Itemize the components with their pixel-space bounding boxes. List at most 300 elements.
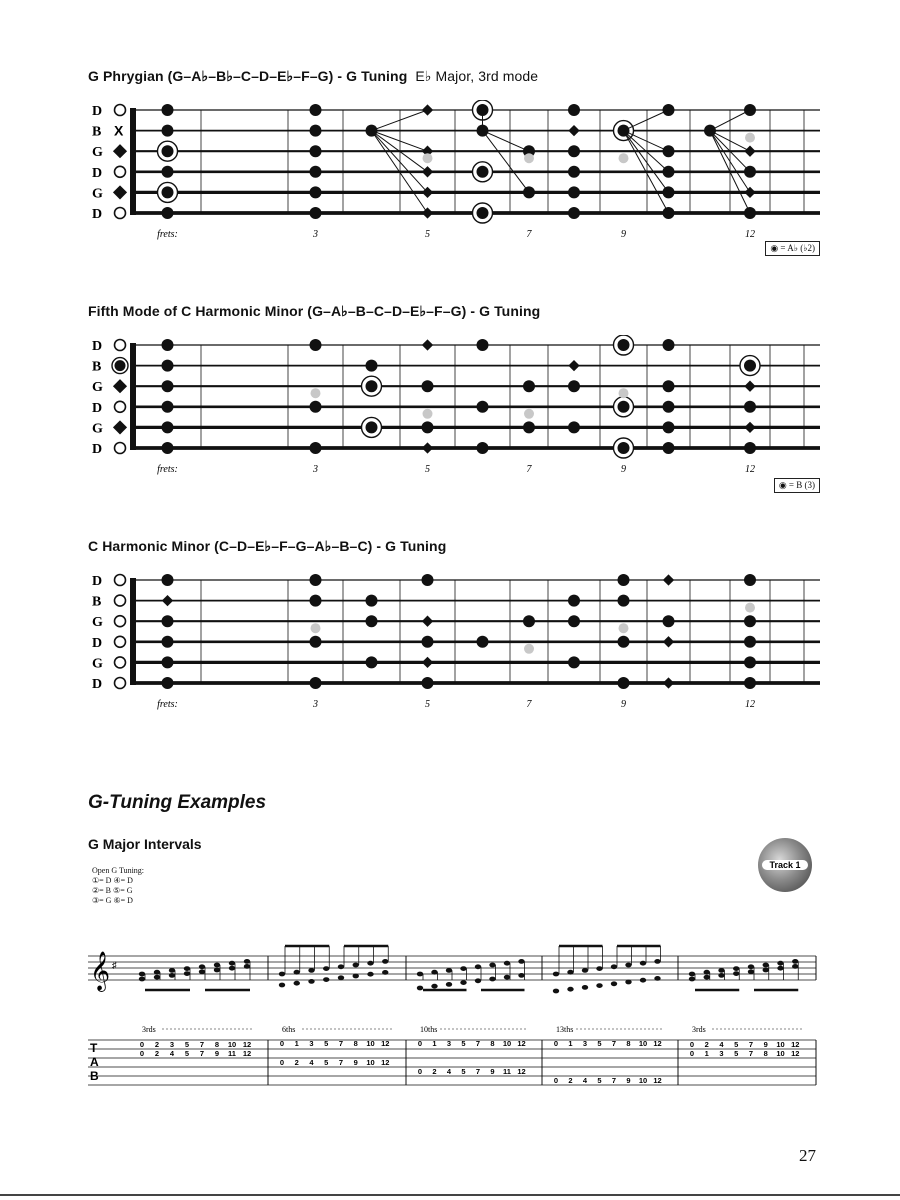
tab-fret-number: 12 [242, 1049, 252, 1058]
tab-fret-number: 1 [568, 1039, 573, 1048]
tab-fret-number: 10 [638, 1039, 648, 1048]
note-dot [477, 339, 489, 351]
tab-fret-number: 7 [338, 1058, 344, 1067]
note-head [460, 966, 466, 971]
page-bottom-rule [0, 1194, 900, 1196]
note-head [582, 968, 588, 973]
note-head [279, 972, 285, 977]
note-dot [162, 421, 174, 433]
tab-letter: A [90, 1055, 99, 1069]
note-dot [744, 636, 756, 648]
note-head [640, 961, 646, 966]
note-head [154, 975, 160, 980]
string-name: B [92, 594, 102, 610]
note-head [518, 959, 524, 964]
note-head [654, 976, 660, 981]
note-head [596, 966, 602, 971]
note-head [244, 959, 250, 964]
open-string-icon [115, 166, 126, 177]
note-dot [366, 360, 378, 372]
note-dot [310, 339, 322, 351]
diamond-note-icon [663, 636, 674, 647]
tab-fret-number: 5 [597, 1039, 602, 1048]
note-dot [663, 615, 675, 627]
note-head [792, 964, 798, 969]
section-title: G-Tuning Examples [88, 792, 267, 813]
tab-fret-number: 9 [490, 1067, 495, 1076]
note-dot [310, 595, 322, 607]
tab-fret-number: 9 [353, 1058, 358, 1067]
tab-fret-number: 11 [503, 1067, 511, 1076]
tab-fret-number: 0 [689, 1040, 695, 1049]
diagram-title: C Harmonic Minor (C–D–E♭–F–G–A♭–B–C) - G Tuning [88, 538, 447, 554]
note-dot [422, 574, 434, 586]
page-number: 27 [799, 1146, 816, 1165]
octave-mark-label: 3rds [692, 1025, 706, 1034]
legend-box: ◉ = A♭ (♭2) [765, 241, 820, 256]
note-dot [663, 421, 675, 433]
note-head [582, 985, 588, 990]
note-dot [477, 401, 489, 413]
tab-fret-number: 5 [597, 1076, 602, 1085]
tab-fret-number: 8 [626, 1039, 631, 1048]
note-head [718, 973, 724, 978]
note-dot [477, 636, 489, 648]
diagram-title: Fifth Mode of C Harmonic Minor (G–A♭–B–C–D–E♭–F–G) - G Tuning [88, 303, 541, 319]
note-head [382, 959, 388, 964]
tab-fret-number: 4 [169, 1049, 175, 1058]
open-string-icon [115, 401, 126, 412]
diamond-note-icon [663, 677, 674, 688]
fret-label: 5 [425, 699, 430, 710]
note-dot [162, 360, 174, 372]
string-name: D [92, 442, 103, 457]
fret-label: 9 [621, 229, 626, 240]
note-dot [162, 656, 174, 668]
tab-fret-number: 7 [338, 1039, 344, 1048]
note-dot [618, 636, 630, 648]
note-head [184, 971, 190, 976]
ghost-note-dot [619, 388, 629, 398]
string-name: D [92, 635, 103, 651]
note-dot [162, 401, 174, 413]
diamond-note-icon [744, 381, 755, 392]
note-dot [663, 401, 675, 413]
note-head [792, 959, 798, 964]
note-dot [162, 574, 174, 586]
note-dot [162, 207, 174, 219]
connector-line [483, 131, 530, 193]
note-head [244, 964, 250, 969]
note-dot [422, 380, 434, 392]
tab-fret-number: 12 [653, 1076, 662, 1085]
note-dot [523, 421, 535, 433]
string-name: D [92, 339, 103, 354]
nut [130, 343, 136, 450]
fret-label: 12 [745, 229, 755, 240]
note-dot [477, 442, 489, 454]
tab-fret-number: 2 [154, 1040, 160, 1049]
ghost-note-dot [524, 644, 534, 654]
diamond-note-icon [422, 616, 433, 627]
tab-fret-number: 1 [704, 1049, 709, 1058]
fret-label: 3 [313, 699, 318, 710]
tab-fret-number: 0 [689, 1049, 695, 1058]
fret-label: 9 [621, 699, 626, 710]
note-head [184, 966, 190, 971]
ghost-note-dot [619, 153, 629, 163]
note-dot [744, 615, 756, 627]
string-name: D [92, 165, 103, 181]
string-name: D [92, 574, 103, 589]
tab-fret-number: 5 [184, 1049, 190, 1058]
note-head [733, 966, 739, 971]
ghost-note-dot [524, 409, 534, 419]
note-dot [310, 677, 322, 689]
note-head [625, 963, 631, 968]
tab-fret-number: 7 [611, 1076, 617, 1085]
note-dot [744, 656, 756, 668]
note-head [323, 966, 329, 971]
note-dot [523, 380, 535, 392]
open-string-icon [115, 616, 126, 627]
legend-symbol-icon: ◉ [770, 243, 781, 253]
note-dot [663, 380, 675, 392]
note-dot [162, 166, 174, 178]
note-dot [523, 615, 535, 627]
fretboard-svg [80, 570, 840, 710]
fret-label: 3 [313, 464, 318, 475]
tab-fret-number: 12 [791, 1049, 800, 1058]
note-dot [618, 442, 630, 454]
note-head [139, 972, 145, 977]
diamond-note-icon [422, 442, 433, 453]
tab-fret-number: 12 [517, 1039, 526, 1048]
note-dot [422, 636, 434, 648]
example-title: G Major Intervals [88, 836, 202, 852]
ghost-note-dot [423, 153, 433, 163]
note-dot [618, 574, 630, 586]
ghost-note-dot [423, 409, 433, 419]
note-dot [162, 442, 174, 454]
tab-fret-number: 3 [446, 1039, 452, 1048]
note-head [611, 964, 617, 969]
note-head [504, 961, 510, 966]
note-head [169, 968, 175, 973]
tab-fret-number: 8 [214, 1040, 220, 1049]
tab-fret-number: 10 [366, 1058, 375, 1067]
nut [130, 108, 136, 215]
note-dot [744, 574, 756, 586]
tab-fret-number: 1 [294, 1039, 299, 1048]
note-dot [618, 595, 630, 607]
note-dot [568, 166, 580, 178]
tab-fret-number: 10 [776, 1040, 785, 1049]
note-head [489, 963, 495, 968]
note-dot [663, 442, 675, 454]
open-string-icon [115, 678, 126, 689]
string-name: G [92, 615, 103, 631]
diagram-subtitle: E♭ Major, 3rd mode [415, 68, 539, 84]
tab-fret-number: 0 [139, 1049, 145, 1058]
note-head [338, 964, 344, 969]
note-dot [618, 677, 630, 689]
diamond-note-icon [568, 360, 579, 371]
note-dot [310, 104, 322, 116]
note-dot [366, 380, 378, 392]
note-dot [744, 677, 756, 689]
ghost-note-dot [619, 623, 629, 633]
tab-fret-number: 2 [568, 1076, 573, 1085]
string-name: D [92, 400, 103, 416]
tab-fret-number: 12 [653, 1039, 662, 1048]
string-name: D [92, 677, 103, 692]
fretboard-diagram [80, 100, 840, 240]
open-string-icon [115, 340, 126, 351]
tab-fret-number: 5 [461, 1067, 466, 1076]
legend-box: ◉ = B (3) [774, 478, 820, 493]
tab-fret-number: 5 [734, 1040, 739, 1049]
note-dot [310, 574, 322, 586]
tab-fret-number: 5 [324, 1058, 329, 1067]
tab-fret-number: 3 [582, 1039, 588, 1048]
tab-fret-number: 10 [502, 1039, 512, 1048]
note-head [640, 978, 646, 983]
note-head [367, 961, 373, 966]
connector-line [483, 131, 530, 152]
note-head [154, 970, 160, 975]
diamond-note-icon [422, 657, 433, 668]
tab-fret-number: 9 [763, 1040, 768, 1049]
fret-label: 7 [526, 699, 532, 710]
note-head [654, 959, 660, 964]
tab-fret-number: 0 [553, 1039, 559, 1048]
note-head [294, 970, 300, 975]
tab-fret-number: 0 [417, 1039, 423, 1048]
note-dot [310, 186, 322, 198]
note-dot [744, 360, 756, 372]
tab-fret-number: 7 [748, 1049, 754, 1058]
note-head [446, 968, 452, 973]
note-head [718, 968, 724, 973]
note-head [199, 964, 205, 969]
fret-label: 12 [745, 699, 755, 710]
tab-fret-number: 12 [242, 1040, 252, 1049]
diamond-note-icon [422, 339, 433, 350]
note-head [553, 989, 559, 994]
ghost-note-dot [745, 603, 755, 613]
note-dot [618, 401, 630, 413]
note-head [777, 961, 783, 966]
note-head [308, 979, 314, 984]
note-head [338, 975, 344, 980]
note-head [596, 983, 602, 988]
note-dot [310, 125, 322, 137]
note-head [704, 970, 710, 975]
note-head [504, 975, 510, 980]
tab-letter: B [90, 1069, 99, 1083]
note-dot [162, 636, 174, 648]
legend-symbol-icon: ◉ [778, 480, 789, 490]
fret-label: 7 [526, 464, 532, 475]
open-string-icon [115, 595, 126, 606]
notation-and-tab [88, 938, 828, 1098]
fret-label: 9 [621, 464, 626, 475]
note-dot [477, 166, 489, 178]
note-dot [744, 401, 756, 413]
muted-string-icon: X [114, 122, 124, 139]
octave-mark-label: 3rds [142, 1025, 156, 1034]
tab-fret-number: 12 [517, 1067, 526, 1076]
note-dot [477, 207, 489, 219]
note-dot [162, 145, 174, 157]
note-head [475, 978, 481, 983]
octave-mark-label: 10ths [420, 1025, 438, 1034]
note-head [689, 972, 695, 977]
tab-fret-number: 1 [432, 1039, 437, 1048]
cd-track-icon[interactable] [758, 838, 812, 892]
tab-fret-number: 8 [763, 1049, 768, 1058]
note-dot [162, 125, 174, 137]
tab-fret-number: 7 [199, 1040, 205, 1049]
diamond-icon [113, 185, 127, 199]
note-dot [422, 677, 434, 689]
note-head [417, 986, 423, 991]
tab-fret-number: 7 [748, 1040, 754, 1049]
treble-clef-icon: 𝄞 [90, 951, 111, 991]
tab-fret-number: 10 [638, 1076, 648, 1085]
note-head [169, 973, 175, 978]
diamond-note-icon [744, 146, 755, 157]
tab-fret-number: 7 [611, 1039, 617, 1048]
note-dot [162, 380, 174, 392]
note-dot [366, 421, 378, 433]
note-dot [162, 677, 174, 689]
octave-mark-label: 6ths [282, 1025, 296, 1034]
fret-label: frets: [157, 699, 178, 710]
tab-fret-number: 4 [719, 1040, 724, 1049]
fret-label: 5 [425, 464, 430, 475]
note-dot [568, 186, 580, 198]
note-head [518, 973, 524, 978]
diamond-icon [113, 379, 127, 393]
note-head [353, 963, 359, 968]
note-head [625, 980, 631, 985]
note-head [199, 969, 205, 974]
tab-fret-number: 4 [446, 1067, 452, 1076]
note-dot [568, 380, 580, 392]
note-dot [568, 145, 580, 157]
note-dot [568, 615, 580, 627]
note-head [446, 982, 452, 987]
key-signature-icon: ♯ [112, 960, 117, 970]
string-name: D [92, 207, 103, 222]
connector-line [624, 110, 669, 131]
note-dot [162, 339, 174, 351]
tab-fret-number: 0 [553, 1076, 559, 1085]
tab-fret-number: 11 [228, 1049, 236, 1058]
string-name: G [92, 656, 103, 672]
note-head [763, 963, 769, 968]
open-string-icon [115, 636, 126, 647]
string-name: D [92, 104, 103, 119]
fretboard-svg [80, 335, 840, 475]
note-dot [162, 186, 174, 198]
tab-fret-number: 3 [719, 1049, 724, 1058]
note-head [777, 966, 783, 971]
note-dot [310, 442, 322, 454]
connector-line [624, 131, 669, 152]
tab-fret-number: 12 [791, 1040, 800, 1049]
note-dot [366, 595, 378, 607]
tab-fret-number: 0 [139, 1040, 145, 1049]
note-dot [310, 166, 322, 178]
fret-label: 12 [745, 464, 755, 475]
open-string-icon [115, 208, 126, 219]
note-dot [310, 145, 322, 157]
tab-fret-number: 5 [461, 1039, 466, 1048]
string-name: B [92, 359, 102, 375]
tab-letter: T [90, 1041, 98, 1055]
note-dot [422, 421, 434, 433]
tab-fret-number: 9 [214, 1049, 220, 1058]
note-head [689, 977, 695, 982]
fretboard-diagram [80, 570, 840, 710]
nut [130, 578, 136, 685]
note-head [763, 968, 769, 973]
note-dot [744, 442, 756, 454]
connector-line [624, 131, 669, 193]
tab-fret-number: 7 [199, 1049, 205, 1058]
tab-fret-number: 7 [475, 1039, 481, 1048]
note-head [431, 984, 437, 989]
ghost-note-dot [311, 388, 321, 398]
ghost-note-dot [745, 133, 755, 143]
note-head [489, 977, 495, 982]
ghost-note-dot [524, 153, 534, 163]
tab-fret-number: 10 [776, 1049, 785, 1058]
diamond-note-icon [162, 595, 173, 606]
fret-label: 7 [526, 229, 532, 240]
tab-fret-number: 12 [381, 1058, 390, 1067]
open-string-icon [115, 575, 126, 586]
note-head [353, 974, 359, 979]
note-head [733, 971, 739, 976]
tab-fret-number: 5 [734, 1049, 739, 1058]
note-head [214, 963, 220, 968]
note-head [308, 968, 314, 973]
fret-label: 5 [425, 229, 430, 240]
note-head [567, 987, 573, 992]
open-string-icon [115, 105, 126, 116]
string-name: G [92, 421, 103, 437]
tab-fret-number: 4 [582, 1076, 588, 1085]
diamond-note-icon [744, 422, 755, 433]
diamond-note-icon [568, 125, 579, 136]
note-dot [366, 656, 378, 668]
note-dot [618, 339, 630, 351]
note-dot [162, 104, 174, 116]
tab-fret-number: 8 [353, 1039, 358, 1048]
string-name: B [92, 124, 102, 140]
diamond-icon [113, 420, 127, 434]
track-label: Track 1 [762, 860, 808, 870]
tab-fret-number: 12 [381, 1039, 390, 1048]
note-head [748, 964, 754, 969]
note-dot [663, 339, 675, 351]
diamond-note-icon [663, 574, 674, 585]
note-head [323, 977, 329, 982]
